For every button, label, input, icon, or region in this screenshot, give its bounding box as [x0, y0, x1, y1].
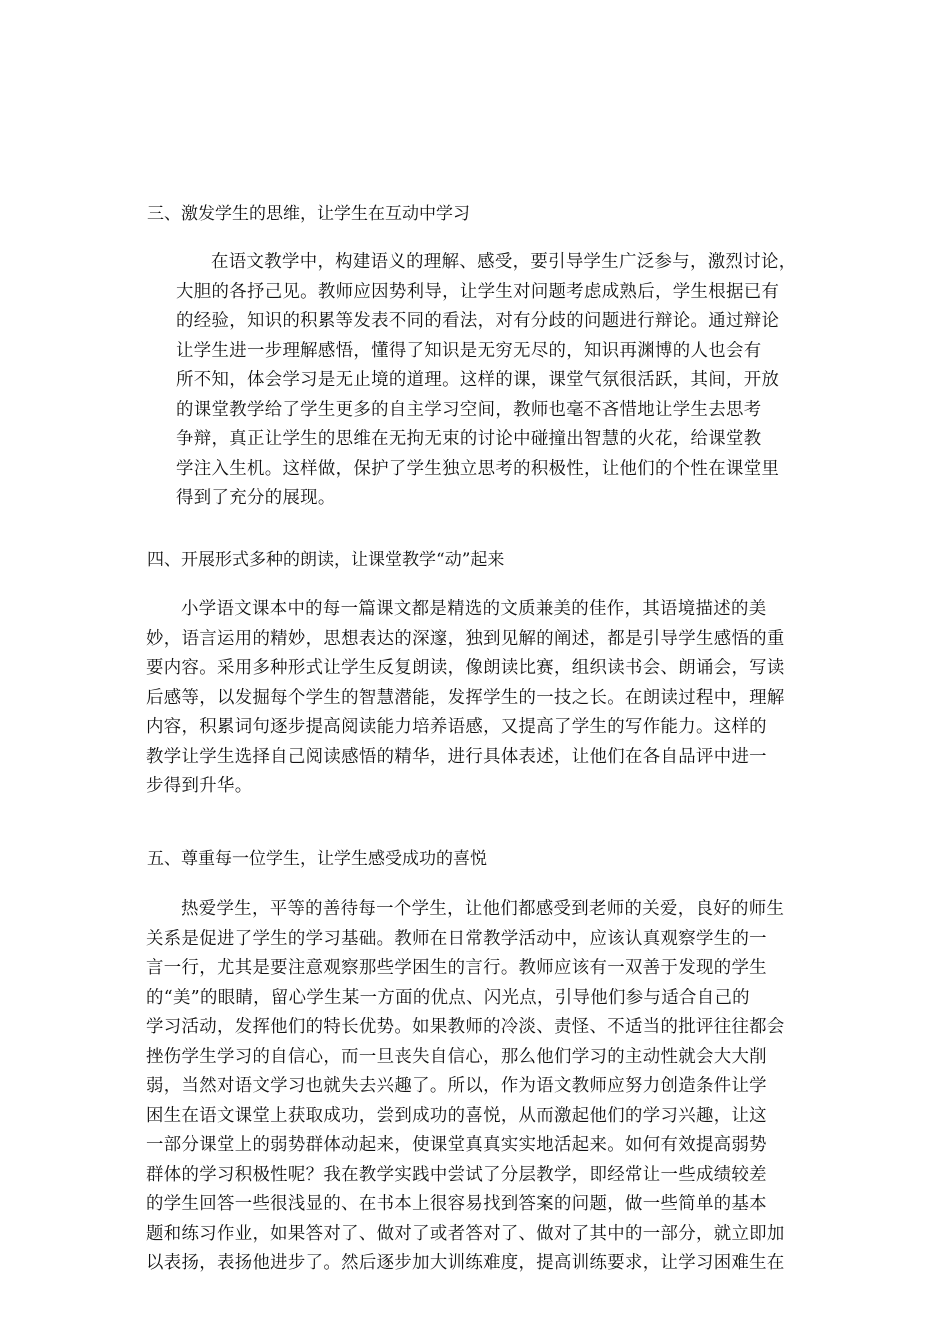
- paragraph-line: 以表扬，表扬他进步了。然后逐步加大训练难度，提高训练要求，让学习困难生在: [146, 1253, 785, 1273]
- paragraph-line: 小学语文课本中的每一篇课文都是精选的文质兼美的佳作，其语境描述的美: [181, 599, 767, 619]
- paragraph-line: 言一行，尤其是要注意观察那些学困生的言行。教师应该有一双善于发现的学生: [146, 958, 767, 978]
- paragraph-line: 学习活动，发挥他们的特长优势。如果教师的冷淡、责怪、不适当的批评往往都会: [146, 1017, 785, 1037]
- paragraph-line: 要内容。采用多种形式让学生反复朗读，像朗读比赛，组织读书会、朗诵会，写读: [146, 658, 785, 678]
- paragraph-line: 争辩，真正让学生的思维在无拘无束的讨论中碰撞出智慧的火花，给课堂教: [176, 429, 762, 449]
- section-3-heading: 三、激发学生的思维，让学生在互动中学习: [147, 204, 470, 224]
- paragraph-line: 热爱学生，平等的善待每一个学生，让他们都感受到老师的关爱，良好的师生: [181, 899, 785, 919]
- paragraph-line: 一部分课堂上的弱势群体动起来，使课堂真真实实地活起来。如何有效提高弱势: [146, 1135, 767, 1155]
- paragraph-line: 教学让学生选择自己阅读感悟的精华，进行具体表述，让他们在各自品评中进一: [146, 746, 767, 767]
- section-5-paragraph: [146, 895, 806, 1279]
- paragraph-line: 的经验，知识的积累等发表不同的看法，对有分歧的问题进行辩论。通过辩论: [176, 311, 780, 331]
- paragraph-line: 大胆的各抒己见。教师应因势利导，让学生对问题考虑成熟后，学生根据已有: [176, 281, 780, 302]
- paragraph-line: 的学生回答一些很浅显的、在书本上很容易找到答案的问题，做一些简单的基本: [146, 1194, 767, 1214]
- paragraph-line: 挫伤学生学习的自信心，而一旦丧失自信心，那么他们学习的主动性就会大大削: [146, 1046, 767, 1067]
- paragraph-line: 所不知，体会学习是无止境的道理。这样的课，课堂气氛很活跃，其间，开放: [176, 370, 780, 390]
- paragraph-line: 的“美”的眼睛，留心学生某一方面的优点、闪光点，引导他们参与适合自己的: [146, 987, 750, 1008]
- paragraph-line: 妙，语言运用的精妙，思想表达的深邃，独到见解的阐述，都是引导学生感悟的重: [146, 628, 785, 649]
- paragraph-line: 在语文教学中，构建语义的理解、感受，要引导学生广泛参与，激烈讨论，: [211, 252, 797, 272]
- paragraph-line: 得到了充分的展现。: [176, 488, 336, 508]
- paragraph-line: 困生在语文课堂上获取成功，尝到成功的喜悦，从而激起他们的学习兴趣，让这: [146, 1105, 767, 1126]
- section-3-paragraph: [176, 248, 806, 514]
- section-4-heading: 四、开展形式多种的朗读，让课堂教学“动”起来: [147, 550, 505, 570]
- paragraph-line: 学注入生机。这样做，保护了学生独立思考的积极性，让他们的个性在课堂里: [176, 458, 780, 479]
- paragraph-line: 步得到升华。: [146, 776, 253, 796]
- paragraph-line: 后感等，以发掘每个学生的智慧潜能，发挥学生的一技之长。在朗读过程中，理解: [146, 687, 785, 708]
- paragraph-line: 弱，当然对语文学习也就失去兴趣了。所以，作为语文教师应努力创造条件让学: [146, 1076, 767, 1096]
- paragraph-line: 题和练习作业，如果答对了、做对了或者答对了、做对了其中的一部分，就立即加: [146, 1223, 785, 1244]
- paragraph-line: 内容，积累词句逐步提高阅读能力培养语感，又提高了学生的写作能力。这样的: [146, 717, 767, 737]
- section-5-heading: 五、尊重每一位学生，让学生感受成功的喜悦: [147, 849, 487, 869]
- paragraph-line: 群体的学习积极性呢？我在教学实践中尝试了分层教学，即经常让一些成绩较差: [146, 1164, 767, 1185]
- paragraph-line: 的课堂教学给了学生更多的自主学习空间，教师也毫不吝惜地让学生去思考: [176, 399, 762, 420]
- section-4-paragraph: [146, 595, 806, 802]
- paragraph-line: 关系是促进了学生的学习基础。教师在日常教学活动中，应该认真观察学生的一: [146, 928, 767, 949]
- paragraph-line: 让学生进一步理解感悟，懂得了知识是无穷无尽的，知识再渊博的人也会有: [176, 340, 762, 361]
